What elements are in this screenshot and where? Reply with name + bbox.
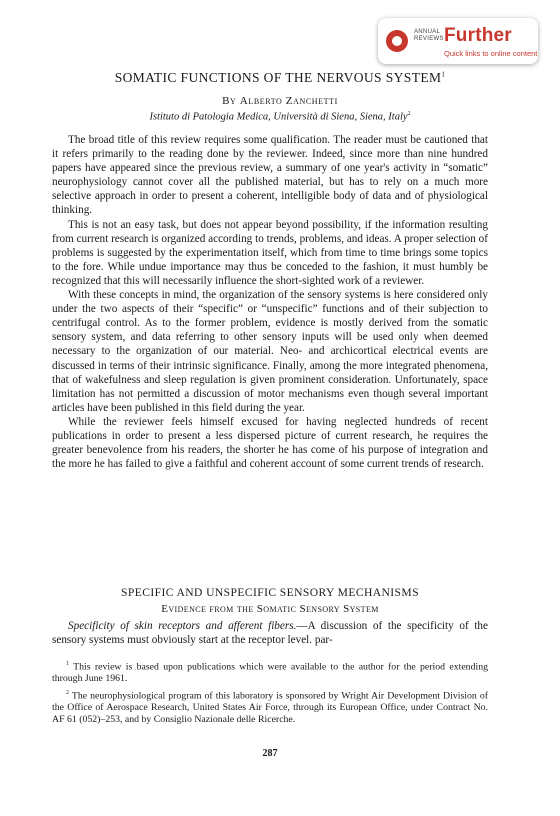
page-number: 287	[262, 748, 278, 759]
paragraph-lead: Specificity of skin receptors and afferent fibers.	[68, 620, 297, 632]
footnote	[52, 658, 488, 686]
footnote-mark: 2	[66, 689, 69, 696]
paragraph	[52, 619, 488, 647]
intro-body	[52, 133, 488, 471]
author-line	[70, 95, 490, 107]
author-name: Alberto Zanchetti	[239, 95, 338, 107]
footnote	[52, 687, 488, 727]
section-body	[52, 619, 488, 647]
article-title-text: SOMATIC FUNCTIONS OF THE NERVOUS SYSTEM	[114, 70, 442, 85]
banner-quick-links[interactable]: Quick links to online content	[444, 49, 538, 58]
footnote-text: The neurophysiological program of this laboratory is sponsored by Wright Air Development Division of the Office of Aerospace Research, United States Air Force, through its European Office, under Contract No. AF 61 (052)–253, and by Consiglio Nazionale delle Ricerche.	[52, 689, 488, 726]
title-footnote-mark[interactable]: 1	[441, 70, 446, 79]
article-title	[70, 70, 490, 86]
footnotes	[52, 658, 488, 728]
banner-small-line2: REVIEWS	[414, 36, 444, 42]
paragraph: The broad title of this review requires some qualification. The reader must be cautioned that it refers primarily to the reading done by the reviewer. Indeed, since more than nine hundred papers have appeared since the previous review, a summary of one year's activity in “somatic” neurophysiology cannot cover all the published material, but has to rely on a much more selective approach in order to present a coherent, intelligible body of data and of physiological thinking.	[52, 134, 488, 217]
author-prefix: By	[222, 95, 237, 107]
subsection-heading: Evidence from the Somatic Sensory System	[161, 603, 379, 615]
further-banner[interactable]	[378, 18, 538, 64]
banner-publisher	[414, 29, 442, 43]
footnote-mark: 1	[66, 661, 69, 667]
section-heading: SPECIFIC AND UNSPECIFIC SENSORY MECHANISMS	[121, 586, 419, 599]
paragraph: This is not an easy task, but does not appear beyond possibility, if the information resulting from current research is organized according to trends, problems, and ideas. A proper selection of problems is suggested by the experimentation itself, which from time to time brings some topics to the fore. While undue importance may thus be conceded to the fashion, it must humbly be recognized that this will necessarily influence the short-sighted work of a reviewer.	[52, 218, 488, 287]
affiliation-text: Istituto di Patologia Medica, Università di Siena, Siena, Italy	[149, 111, 408, 123]
affiliation-footnote-mark[interactable]: 2	[407, 111, 411, 117]
banner-small-line1: ANNUAL	[414, 29, 441, 35]
affiliation	[70, 111, 490, 123]
footnote-text: This review is based upon publications which were available to the author for the period extending through June 1961.	[52, 661, 488, 685]
paragraph-text: —A discussion of the specificity of the sensory systems must obviously start at the receptor level. par-	[52, 620, 488, 647]
annual-reviews-logo-icon	[386, 30, 408, 52]
paragraph: While the reviewer feels himself excused for having neglected hundreds of recent publications in order to present a less dispersed picture of current research, he requires the greater benevolence from his readers, the shorter he has come of his purpose of integration and the more he has failed to give a faithful and coherent account of some current trends of research.	[52, 415, 488, 471]
banner-further-label: Further	[444, 25, 512, 46]
paragraph: With these concepts in mind, the organization of the sensory systems is here considered only under the two aspects of their “specific” or “unspecific” functions and of their subjection to centrifugal control. As to the former problem, evidence is mostly derived from the somatic sensory system, and data referring to other sensory inputs will be used only when deemed necessary to the organization of our material. Neo- and archicortical electrical events are discussed in terms of their intrinsic significance. Finally, among the more integrated phenomena, that of wakefulness and sleep regulation is given prominent consideration. Unfortunately, space limitation has not permitted a discussion of motor mechanisms even though several important articles have been published in this field during the year.	[52, 289, 488, 414]
